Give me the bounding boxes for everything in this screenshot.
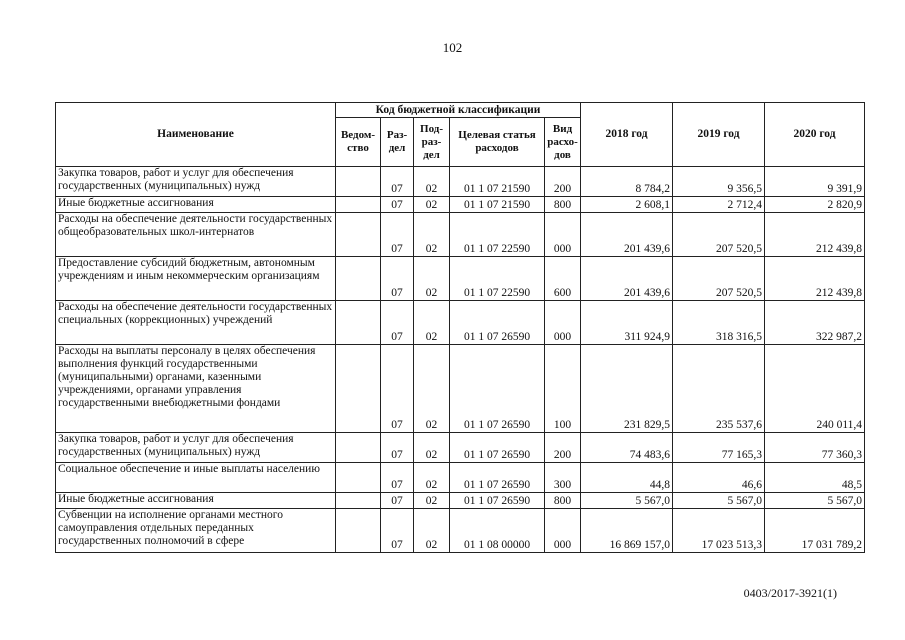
row-celevaya: 01 1 07 21590: [450, 197, 545, 213]
row-2020: 5 567,0: [765, 493, 865, 509]
row-podrazdel: 02: [414, 493, 450, 509]
header-name: Наименование: [56, 103, 336, 167]
row-vid: 800: [545, 493, 581, 509]
table-row: [56, 345, 865, 433]
row-vid: 100: [545, 345, 581, 433]
row-2020: 77 360,3: [765, 433, 865, 463]
row-vid: 600: [545, 257, 581, 301]
table-row: [56, 197, 865, 213]
row-name: Социальное обеспечение и иные выплаты населению: [56, 463, 336, 493]
row-vid: 800: [545, 197, 581, 213]
row-celevaya: 01 1 07 26590: [450, 301, 545, 345]
row-2020: 322 987,2: [765, 301, 865, 345]
row-celevaya: 01 1 07 22590: [450, 257, 545, 301]
row-razdel: 07: [381, 257, 414, 301]
table-row: [56, 433, 865, 463]
row-2020: 17 031 789,2: [765, 509, 865, 553]
row-vedomstvo: [336, 345, 381, 433]
row-2020: 212 439,8: [765, 213, 865, 257]
row-celevaya: 01 1 08 00000: [450, 509, 545, 553]
page-number: 102: [442, 40, 463, 55]
table-row: [56, 167, 865, 197]
row-vid: 200: [545, 433, 581, 463]
row-name: Иные бюджетные ассигнования: [56, 197, 336, 213]
row-razdel: 07: [381, 509, 414, 553]
row-name: Расходы на выплаты персоналу в целях обеспечения выполнения функций государственными (муниципальными) органами, казенными учреждениями, органами управления государственными внебюджетными фондами: [56, 345, 336, 433]
row-name: Предоставление субсидий бюджетным, автономным учреждениям и иным некоммерческим организациям: [56, 257, 336, 301]
header-vid: Вид расхо-дов: [545, 118, 581, 167]
table-row: [56, 509, 865, 553]
row-vedomstvo: [336, 509, 381, 553]
row-vid: 000: [545, 509, 581, 553]
header-2018: 2018 год: [581, 103, 673, 167]
table-row: [56, 213, 865, 257]
row-2019: 46,6: [673, 463, 765, 493]
row-podrazdel: 02: [414, 197, 450, 213]
row-vid: 300: [545, 463, 581, 493]
row-2020: 48,5: [765, 463, 865, 493]
row-2018: 74 483,6: [581, 433, 673, 463]
row-podrazdel: 02: [414, 213, 450, 257]
row-razdel: 07: [381, 167, 414, 197]
row-razdel: 07: [381, 197, 414, 213]
table-row: [56, 301, 865, 345]
row-name: Иные бюджетные ассигнования: [56, 493, 336, 509]
row-2018: 2 608,1: [581, 197, 673, 213]
table-body: [56, 167, 865, 553]
row-vid: 000: [545, 301, 581, 345]
row-2020: 9 391,9: [765, 167, 865, 197]
header-podrazdel: Под-раз-дел: [414, 118, 450, 167]
row-2019: 2 712,4: [673, 197, 765, 213]
document-code: 0403/2017-3921(1): [743, 586, 837, 600]
header-2020: 2020 год: [765, 103, 865, 167]
row-2019: 235 537,6: [673, 345, 765, 433]
row-vedomstvo: [336, 167, 381, 197]
row-name: Расходы на обеспечение деятельности государственных общеобразовательных школ-интернатов: [56, 213, 336, 257]
row-vedomstvo: [336, 433, 381, 463]
row-2020: 212 439,8: [765, 257, 865, 301]
row-razdel: 07: [381, 345, 414, 433]
row-razdel: 07: [381, 433, 414, 463]
table-row: [56, 493, 865, 509]
row-vid: 000: [545, 213, 581, 257]
row-celevaya: 01 1 07 26590: [450, 463, 545, 493]
row-razdel: 07: [381, 493, 414, 509]
row-razdel: 07: [381, 463, 414, 493]
row-name: Закупка товаров, работ и услуг для обеспечения государственных (муниципальных) нужд: [56, 167, 336, 197]
row-name: Закупка товаров, работ и услуг для обеспечения государственных (муниципальных) нужд: [56, 433, 336, 463]
row-2019: 207 520,5: [673, 213, 765, 257]
row-podrazdel: 02: [414, 257, 450, 301]
row-razdel: 07: [381, 213, 414, 257]
budget-table: [55, 102, 865, 553]
header-2019: 2019 год: [673, 103, 765, 167]
table-row: [56, 257, 865, 301]
row-2018: 231 829,5: [581, 345, 673, 433]
row-podrazdel: 02: [414, 433, 450, 463]
row-vedomstvo: [336, 301, 381, 345]
row-2019: 9 356,5: [673, 167, 765, 197]
row-podrazdel: 02: [414, 463, 450, 493]
row-2019: 318 316,5: [673, 301, 765, 345]
header-vedomstvo: Ведом-ство: [336, 118, 381, 167]
row-celevaya: 01 1 07 26590: [450, 493, 545, 509]
row-2018: 8 784,2: [581, 167, 673, 197]
row-celevaya: 01 1 07 26590: [450, 433, 545, 463]
row-2018: 201 439,6: [581, 257, 673, 301]
row-vedomstvo: [336, 257, 381, 301]
row-podrazdel: 02: [414, 509, 450, 553]
row-vedomstvo: [336, 463, 381, 493]
row-2018: 201 439,6: [581, 213, 673, 257]
row-2018: 5 567,0: [581, 493, 673, 509]
row-podrazdel: 02: [414, 345, 450, 433]
row-2019: 5 567,0: [673, 493, 765, 509]
table-row: [56, 463, 865, 493]
header-celevaya: Целевая статья расходов: [450, 118, 545, 167]
row-podrazdel: 02: [414, 301, 450, 345]
row-2018: 44,8: [581, 463, 673, 493]
row-razdel: 07: [381, 301, 414, 345]
row-celevaya: 01 1 07 21590: [450, 167, 545, 197]
row-2020: 2 820,9: [765, 197, 865, 213]
header-razdel: Раз-дел: [381, 118, 414, 167]
row-name: Расходы на обеспечение деятельности государственных специальных (коррекционных) учреждений: [56, 301, 336, 345]
row-vid: 200: [545, 167, 581, 197]
header-code-group: Код бюджетной классификации: [336, 103, 581, 118]
row-vedomstvo: [336, 493, 381, 509]
row-vedomstvo: [336, 197, 381, 213]
row-2020: 240 011,4: [765, 345, 865, 433]
row-name: Субвенции на исполнение органами местного самоуправления отдельных переданных государственных полномочий в сфере: [56, 509, 336, 553]
row-2019: 207 520,5: [673, 257, 765, 301]
row-vedomstvo: [336, 213, 381, 257]
row-2018: 311 924,9: [581, 301, 673, 345]
row-2019: 77 165,3: [673, 433, 765, 463]
row-podrazdel: 02: [414, 167, 450, 197]
row-celevaya: 01 1 07 22590: [450, 213, 545, 257]
row-celevaya: 01 1 07 26590: [450, 345, 545, 433]
row-2019: 17 023 513,3: [673, 509, 765, 553]
row-2018: 16 869 157,0: [581, 509, 673, 553]
